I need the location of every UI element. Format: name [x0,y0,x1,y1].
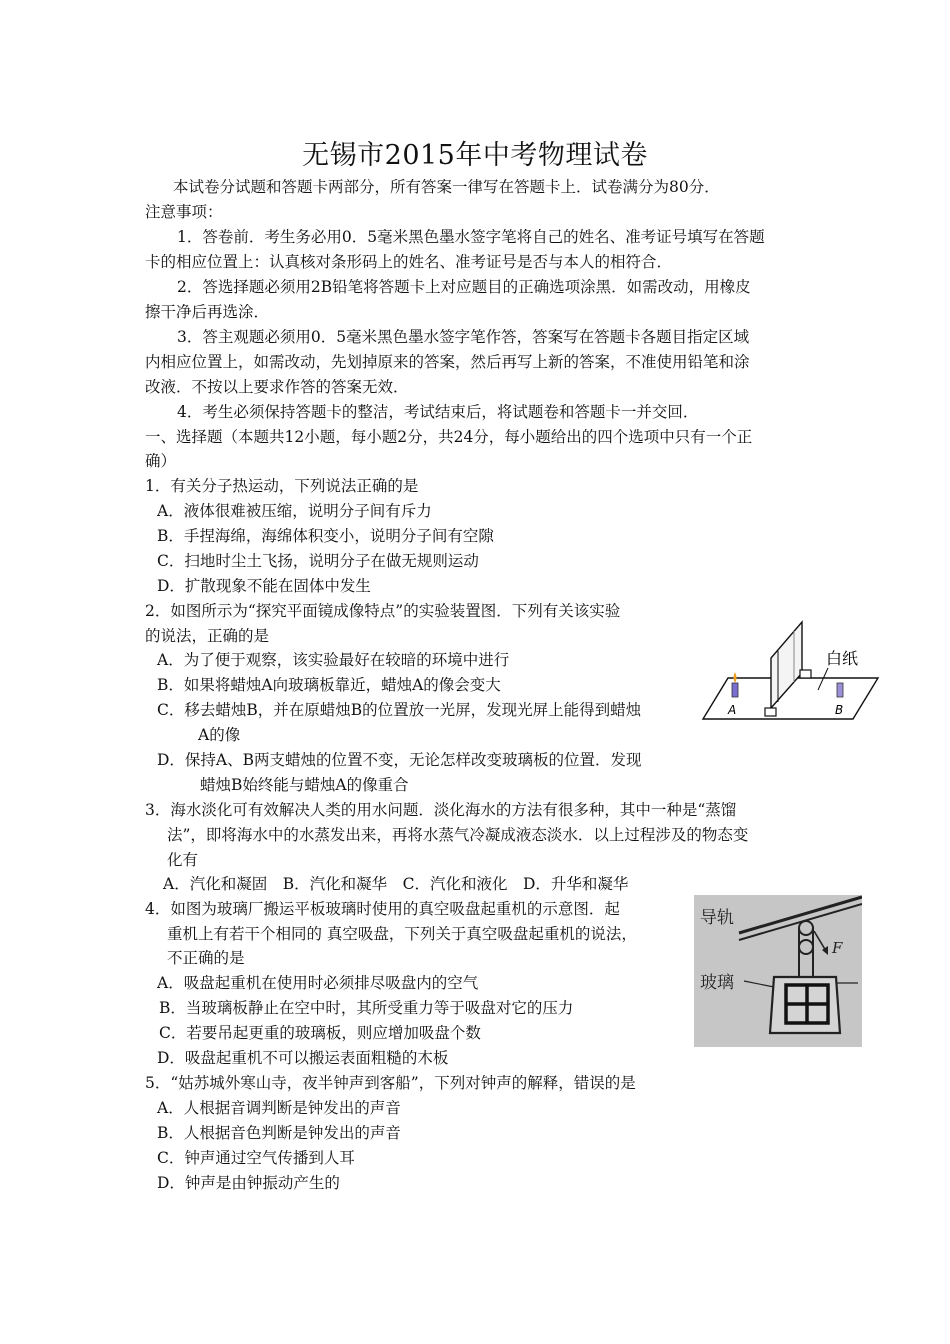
q2-stem-line-1: 2．如图所示为“探究平面镜成像特点”的实验装置图．下列有关该实验 [145,602,621,620]
notice-1-line-1: 1．答卷前．考生务必用0．5毫米黑色墨水签字笔将自己的姓名、准考证号填写在答题 [177,228,765,246]
q2-option-d: D．保持A、B两支蜡烛的位置不变，无论怎样改变玻璃板的位置．发现 [157,751,642,769]
q2-stem-line-2: 的说法，正确的是 [145,627,270,645]
q2-option-c-cont: A的像 [198,726,241,744]
q5-option-d: D．钟声是由钟振动产生的 [157,1174,340,1192]
q1-option-b: B．手捏海绵，海绵体积变小，说明分子间有空隙 [157,527,494,545]
glass-support-front [765,708,776,716]
notice-4-line-1: 4．考生必须保持答题卡的整洁，考试结束后，将试题卷和答题卡一并交回． [177,403,699,421]
notice-3-line-1: 3．答主观题必须用0．5毫米黑色墨水签字笔作答，答案写在答题卡各题目指定区域 [177,328,750,346]
notice-3-line-2: 内相应位置上，如需改动，先划掉原来的答案，然后再写上新的答案，不准使用铅笔和涂 [145,353,750,371]
glass-support-back [800,670,811,678]
intro-text: 本试卷分试题和答题卡两部分，所有答案一律写在答题卡上．试卷满分为80分． [173,178,720,196]
pulley-bottom [799,940,813,954]
q5-stem: 5．“姑苏城外寒山寺，夜半钟声到客船”，下列对钟声的解释，错误的是 [145,1074,636,1092]
q4-option-b: B．当玻璃板静止在空中时，其所受重力等于吸盘对它的压力 [159,999,574,1017]
q3-stem-line-1: 3．海水淡化可有效解决人类的用水问题．淡化海水的方法有很多种，其中一种是“蒸馏 [145,801,737,819]
section-1-heading: 一、选择题（本题共12小题，每小题2分，共24分，每小题给出的四个选项中只有一个正 [145,428,753,446]
q2-option-a: A．为了便于观察，该实验最好在较暗的环境中进行 [157,651,510,669]
page-title: 无锡市2015年中考物理试卷 [302,140,648,171]
pulley-top [799,921,813,935]
q4-stem-line-2: 重机上有若干个相同的 真空吸盘，下列关于真空吸盘起重机的说法， [167,925,637,943]
q1-option-d: D．扩散现象不能在固体中发生 [157,577,371,595]
notice-2-line-1: 2．答选择题必须用2B铅笔将答题卡上对应题目的正确选项涂黑．如需改动，用橡皮 [177,278,751,296]
q1-option-a: A．液体很难被压缩，说明分子间有斥力 [157,502,432,520]
notice-1-line-2: 卡的相应位置上：认真核对条形码上的姓名、准考证号是否与本人的相符合． [145,253,673,271]
q5-option-a: A．人根据音调判断是钟发出的声音 [157,1099,401,1117]
q5-option-b: B．人根据音色判断是钟发出的声音 [157,1124,401,1142]
q4-stem-line-1: 4．如图为玻璃厂搬运平板玻璃时使用的真空吸盘起重机的示意图．起 [145,900,620,918]
q4-stem-line-3: 不正确的是 [167,949,245,967]
notice-3-line-3: 改液．不按以上要求作答的答案无效． [145,378,409,396]
q3-stem-line-2: 法”，即将海水中的水蒸发出来，再将水蒸气冷凝成液态淡水．以上过程涉及的物态变 [167,826,749,844]
label-candle-b: B [835,703,844,717]
glass-plate [771,622,802,708]
label-glass: 玻璃 [700,973,734,993]
q1-option-c: C．扫地时尘土飞扬，说明分子在做无规则运动 [157,552,479,570]
q4-option-d: D．吸盘起重机不可以搬运表面粗糙的木板 [157,1049,449,1067]
notice-heading: 注意事项： [145,203,223,221]
plane-mirror-figure [698,618,884,724]
candle-b [837,683,843,697]
q4-option-a: A．吸盘起重机在使用时必须排尽吸盘内的空气 [157,974,479,992]
label-rail: 导轨 [700,908,734,928]
suction-crane-figure [694,895,862,1047]
label-candle-a: A [728,703,737,717]
q5-option-c: C．钟声通过空气传播到人耳 [157,1149,355,1167]
section-1-heading-cont: 确） [145,452,177,470]
q2-option-b: B．如果将蜡烛A向玻璃板靠近，蜡烛A的像会变大 [157,676,501,694]
q3-options: A．汽化和凝固 B．汽化和凝华 C．汽化和液化 D．升华和凝华 [163,875,629,893]
candle-a-flame [734,672,737,683]
q4-option-c: C．若要吊起更重的玻璃板，则应增加吸盘个数 [159,1024,481,1042]
q1-stem: 1．有关分子热运动，下列说法正确的是 [145,477,419,495]
notice-2-line-2: 擦干净后再选涂． [145,303,270,321]
q2-option-d-cont: 蜡烛B始终能与蜡烛A的像重合 [200,776,409,794]
q2-option-c: C．移去蜡烛B，并在原蜡烛B的位置放一光屏，发现光屏上能得到蜡烛 [157,701,642,719]
paper-label-pointer [818,668,828,690]
candle-a [732,683,738,697]
label-white-paper: 白纸 [826,649,859,668]
q3-stem-line-3: 化有 [167,851,199,869]
label-force-f: F [832,939,843,957]
